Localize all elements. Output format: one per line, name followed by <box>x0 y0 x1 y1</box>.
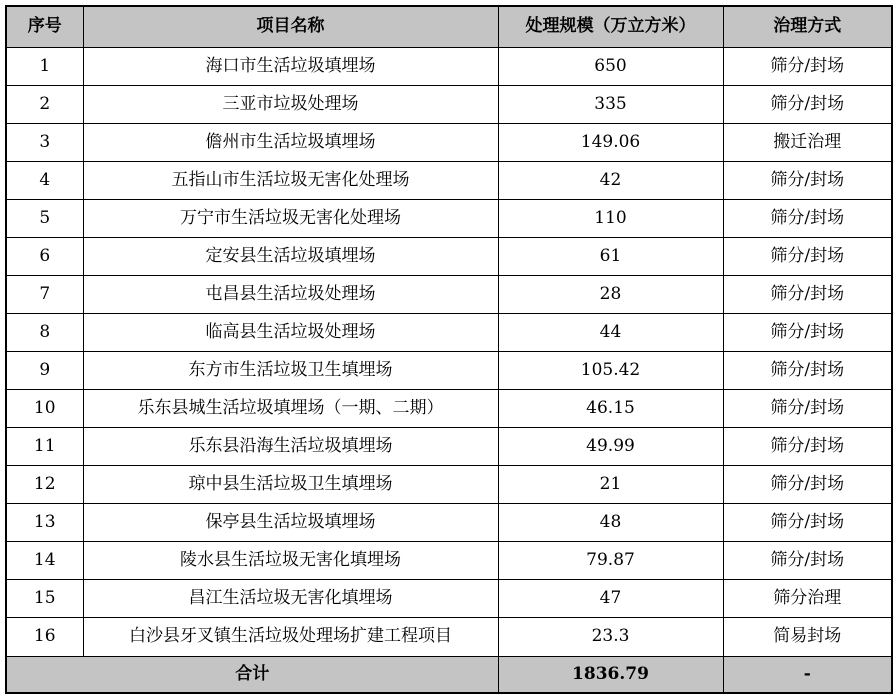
row-scale: 149.06 <box>498 123 723 161</box>
row-index: 11 <box>6 428 83 466</box>
table-row <box>6 542 892 580</box>
row-method: 筛分/封场 <box>723 428 892 466</box>
row-scale: 48 <box>498 504 723 542</box>
row-project-name: 万宁市生活垃圾无害化处理场 <box>83 199 498 237</box>
row-project-name: 屯昌县生活垃圾处理场 <box>83 275 498 313</box>
row-index: 9 <box>6 352 83 390</box>
row-method: 筛分治理 <box>723 580 892 618</box>
header-project-name: 项目名称 <box>83 6 498 47</box>
row-method: 筛分/封场 <box>723 390 892 428</box>
row-scale: 42 <box>498 161 723 199</box>
table-row <box>6 47 892 85</box>
table-row <box>6 85 892 123</box>
row-index: 13 <box>6 504 83 542</box>
row-project-name: 陵水县生活垃圾无害化填埋场 <box>83 542 498 580</box>
row-index: 14 <box>6 542 83 580</box>
row-method: 筛分/封场 <box>723 504 892 542</box>
row-index: 4 <box>6 161 83 199</box>
row-method: 筛分/封场 <box>723 237 892 275</box>
row-scale: 335 <box>498 85 723 123</box>
row-scale: 105.42 <box>498 352 723 390</box>
total-scale: 1836.79 <box>498 656 723 693</box>
table-row <box>6 466 892 504</box>
row-method: 筛分/封场 <box>723 275 892 313</box>
row-scale: 79.87 <box>498 542 723 580</box>
table-row <box>6 123 892 161</box>
table-body <box>6 47 892 656</box>
row-method: 简易封场 <box>723 618 892 656</box>
row-project-name: 临高县生活垃圾处理场 <box>83 313 498 351</box>
row-project-name: 琼中县生活垃圾卫生填埋场 <box>83 466 498 504</box>
row-scale: 650 <box>498 47 723 85</box>
row-scale: 47 <box>498 580 723 618</box>
row-project-name: 定安县生活垃圾填埋场 <box>83 237 498 275</box>
row-scale: 28 <box>498 275 723 313</box>
row-method: 搬迁治理 <box>723 123 892 161</box>
row-project-name: 三亚市垃圾处理场 <box>83 85 498 123</box>
table-row <box>6 580 892 618</box>
row-project-name: 东方市生活垃圾卫生填埋场 <box>83 352 498 390</box>
row-method: 筛分/封场 <box>723 352 892 390</box>
row-method: 筛分/封场 <box>723 313 892 351</box>
header-scale: 处理规模（万立方米） <box>498 6 723 47</box>
table-row <box>6 390 892 428</box>
table-row <box>6 618 892 656</box>
row-project-name: 保亭县生活垃圾填埋场 <box>83 504 498 542</box>
row-project-name: 昌江生活垃圾无害化填埋场 <box>83 580 498 618</box>
table-row <box>6 428 892 466</box>
landfill-projects-table <box>5 5 893 694</box>
table-footer <box>6 656 892 693</box>
row-scale: 110 <box>498 199 723 237</box>
row-project-name: 儋州市生活垃圾填埋场 <box>83 123 498 161</box>
row-scale: 21 <box>498 466 723 504</box>
row-index: 2 <box>6 85 83 123</box>
row-scale: 61 <box>498 237 723 275</box>
row-method: 筛分/封场 <box>723 466 892 504</box>
table-row <box>6 275 892 313</box>
row-index: 15 <box>6 580 83 618</box>
row-index: 10 <box>6 390 83 428</box>
row-project-name: 五指山市生活垃圾无害化处理场 <box>83 161 498 199</box>
table-header <box>6 6 892 47</box>
landfill-table-container <box>5 5 891 694</box>
row-project-name: 乐东县沿海生活垃圾填埋场 <box>83 428 498 466</box>
row-scale: 49.99 <box>498 428 723 466</box>
table-row <box>6 237 892 275</box>
table-row <box>6 352 892 390</box>
header-index: 序号 <box>6 6 83 47</box>
table-row <box>6 504 892 542</box>
row-method: 筛分/封场 <box>723 542 892 580</box>
total-label: 合计 <box>6 656 498 693</box>
row-index: 3 <box>6 123 83 161</box>
row-scale: 44 <box>498 313 723 351</box>
total-row <box>6 656 892 693</box>
row-index: 16 <box>6 618 83 656</box>
row-method: 筛分/封场 <box>723 199 892 237</box>
row-index: 12 <box>6 466 83 504</box>
table-row <box>6 313 892 351</box>
header-method: 治理方式 <box>723 6 892 47</box>
row-index: 5 <box>6 199 83 237</box>
row-index: 8 <box>6 313 83 351</box>
table-row <box>6 161 892 199</box>
row-method: 筛分/封场 <box>723 47 892 85</box>
row-index: 7 <box>6 275 83 313</box>
row-method: 筛分/封场 <box>723 85 892 123</box>
row-project-name: 白沙县牙叉镇生活垃圾处理场扩建工程项目 <box>83 618 498 656</box>
table-row <box>6 199 892 237</box>
row-index: 6 <box>6 237 83 275</box>
header-row <box>6 6 892 47</box>
row-method: 筛分/封场 <box>723 161 892 199</box>
row-scale: 46.15 <box>498 390 723 428</box>
row-scale: 23.3 <box>498 618 723 656</box>
row-index: 1 <box>6 47 83 85</box>
row-project-name: 乐东县城生活垃圾填埋场（一期、二期） <box>83 390 498 428</box>
row-project-name: 海口市生活垃圾填埋场 <box>83 47 498 85</box>
total-method: - <box>723 656 892 693</box>
